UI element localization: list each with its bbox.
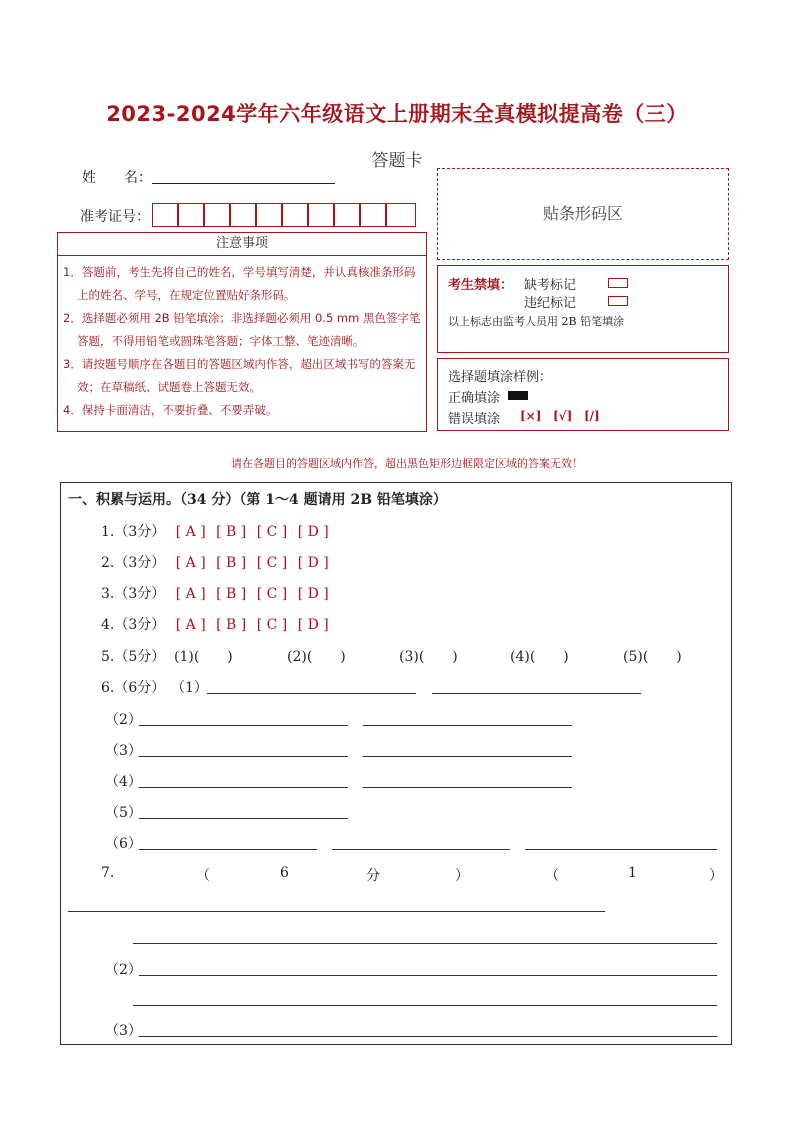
q7-sub: （3）: [105, 1023, 142, 1039]
answer-section: [60, 482, 732, 1045]
page-subtitle: 答题卡: [371, 151, 423, 171]
q6-sub: （6）: [105, 836, 142, 852]
option-c[interactable]: [ C ]: [256, 555, 288, 571]
q6-sub: （4）: [105, 774, 142, 790]
id-label: 准考证号：: [80, 209, 150, 225]
sample-box: [437, 358, 729, 431]
wrong-mark: [√]: [553, 409, 573, 423]
q7-char: 分: [366, 868, 380, 884]
q7-char: 6: [280, 865, 289, 881]
answer-line[interactable]: [139, 725, 348, 726]
answer-line[interactable]: [139, 849, 317, 850]
sample-title: 选择题填涂样例：: [448, 370, 553, 385]
prohibit-label: 考生禁填：: [448, 278, 514, 293]
q7-char: ）: [709, 868, 723, 884]
option-b[interactable]: [ B ]: [216, 555, 247, 571]
q7-char: 7.: [101, 865, 115, 881]
answer-line[interactable]: [133, 1005, 717, 1006]
id-cell[interactable]: [308, 203, 334, 227]
name-label: 姓 名：: [82, 170, 152, 186]
answer-line[interactable]: [139, 1036, 717, 1037]
q5-part[interactable]: (4)( ): [510, 649, 569, 665]
id-cell[interactable]: [360, 203, 386, 227]
option-b[interactable]: [ B ]: [216, 524, 247, 540]
q6-sub: （5）: [105, 805, 142, 821]
notes-box: [57, 232, 427, 432]
option-a[interactable]: [ A ]: [175, 586, 206, 602]
option-c[interactable]: [ C ]: [256, 586, 288, 602]
q6-sub: （3）: [105, 743, 142, 759]
answer-line[interactable]: [332, 849, 510, 850]
option-a[interactable]: [ A ]: [175, 524, 206, 540]
option-a[interactable]: [ A ]: [175, 617, 206, 633]
option-d[interactable]: [ D ]: [297, 524, 329, 540]
answer-line[interactable]: [207, 693, 416, 694]
q7-char: （: [196, 868, 210, 884]
id-cell[interactable]: [152, 203, 178, 227]
answer-line[interactable]: [139, 787, 348, 788]
answer-line[interactable]: [432, 693, 641, 694]
barcode-label: 贴条形码区: [542, 204, 623, 223]
correct-fill-label: 正确填涂: [448, 391, 501, 406]
option-d[interactable]: [ D ]: [297, 586, 329, 602]
answer-line[interactable]: [133, 943, 717, 944]
id-cell[interactable]: [178, 203, 204, 227]
q7-char: （: [545, 868, 559, 884]
q5-part[interactable]: (3)( ): [399, 649, 458, 665]
option-d[interactable]: [ D ]: [297, 617, 329, 633]
question-label: 2.（3分）: [101, 555, 166, 571]
absent-label: 缺考标记: [524, 278, 577, 293]
choice-row: [101, 521, 329, 541]
q7-sub: （2）: [105, 962, 142, 978]
note-item: 2．选择题必须用 2B 铅笔填涂；非选择题必须用 0.5 mm 黑色签字笔答题，不得用铅笔或圆珠笔答题；字体工整、笔迹清晰。: [63, 311, 421, 348]
q7-char: 1: [628, 865, 637, 881]
prohibit-note: 以上标志由监考人员用 2B 铅笔填涂: [448, 315, 625, 328]
id-cell[interactable]: [282, 203, 308, 227]
q6-sub: （2）: [105, 712, 142, 728]
option-c[interactable]: [ C ]: [256, 524, 288, 540]
wrong-mark: [×]: [520, 409, 542, 423]
wrong-mark: [/]: [584, 409, 600, 423]
answer-line[interactable]: [139, 975, 717, 976]
id-cell[interactable]: [386, 203, 416, 227]
id-cell[interactable]: [256, 203, 282, 227]
notes-title: 注意事项: [58, 233, 426, 256]
id-cell[interactable]: [334, 203, 360, 227]
answer-line[interactable]: [68, 911, 605, 912]
q7-char: ）: [455, 868, 469, 884]
q5-part[interactable]: (1)( ): [174, 649, 233, 665]
question-label: 3.（3分）: [101, 586, 166, 602]
option-c[interactable]: [ C ]: [256, 617, 288, 633]
q5-label: 5.（5分）: [101, 649, 166, 665]
barcode-area: [437, 168, 729, 260]
answer-line[interactable]: [363, 756, 572, 757]
id-grid[interactable]: [152, 203, 416, 227]
note-item: 4．保持卡面清洁，不要折叠、不要弄破。: [63, 403, 278, 417]
wrong-fill-label: 错误填涂: [448, 412, 501, 427]
page-title: 2023-2024学年六年级语文上册期末全真模拟提高卷（三）: [106, 102, 688, 126]
violation-label: 违纪标记: [524, 296, 577, 311]
id-cell[interactable]: [204, 203, 230, 227]
absent-mark-box[interactable]: [608, 278, 628, 288]
correct-fill-mark: [508, 391, 528, 400]
choice-row: [101, 614, 329, 634]
q5-part[interactable]: (5)( ): [623, 649, 682, 665]
warning-text: 请在各题目的答题区域内作答，超出黑色矩形边框限定区域的答案无效！: [231, 457, 583, 470]
violation-mark-box[interactable]: [608, 296, 628, 306]
prohibit-box: [437, 265, 729, 353]
answer-line[interactable]: [139, 756, 348, 757]
answer-line[interactable]: [363, 725, 572, 726]
name-field[interactable]: [152, 183, 335, 184]
option-d[interactable]: [ D ]: [297, 555, 329, 571]
q6-label: 6.（6分）: [101, 680, 166, 696]
option-b[interactable]: [ B ]: [216, 617, 247, 633]
q6-sub: （1）: [171, 680, 208, 696]
q5-part[interactable]: (2)( ): [287, 649, 346, 665]
option-b[interactable]: [ B ]: [216, 586, 247, 602]
choice-row: [101, 583, 329, 603]
id-cell[interactable]: [230, 203, 256, 227]
choice-row: [101, 552, 329, 572]
section-heading: 一、积累与运用。（34 分）（第 1～4 题请用 2B 铅笔填涂）: [68, 492, 447, 508]
answer-line[interactable]: [363, 787, 572, 788]
question-label: 4.（3分）: [101, 617, 166, 633]
option-a[interactable]: [ A ]: [175, 555, 206, 571]
answer-line[interactable]: [139, 818, 348, 819]
note-item: 3．请按题号顺序在各题目的答题区域内作答，超出区域书写的答案无效；在草稿纸、试题卷上答题无效。: [63, 357, 416, 394]
note-item: 1．答题前，考生先将自己的姓名，学号填写清楚，并认真核准条形码上的姓名、学号，在规定位置贴好条形码。: [63, 265, 416, 302]
question-label: 1.（3分）: [101, 524, 166, 540]
answer-line[interactable]: [525, 849, 717, 850]
